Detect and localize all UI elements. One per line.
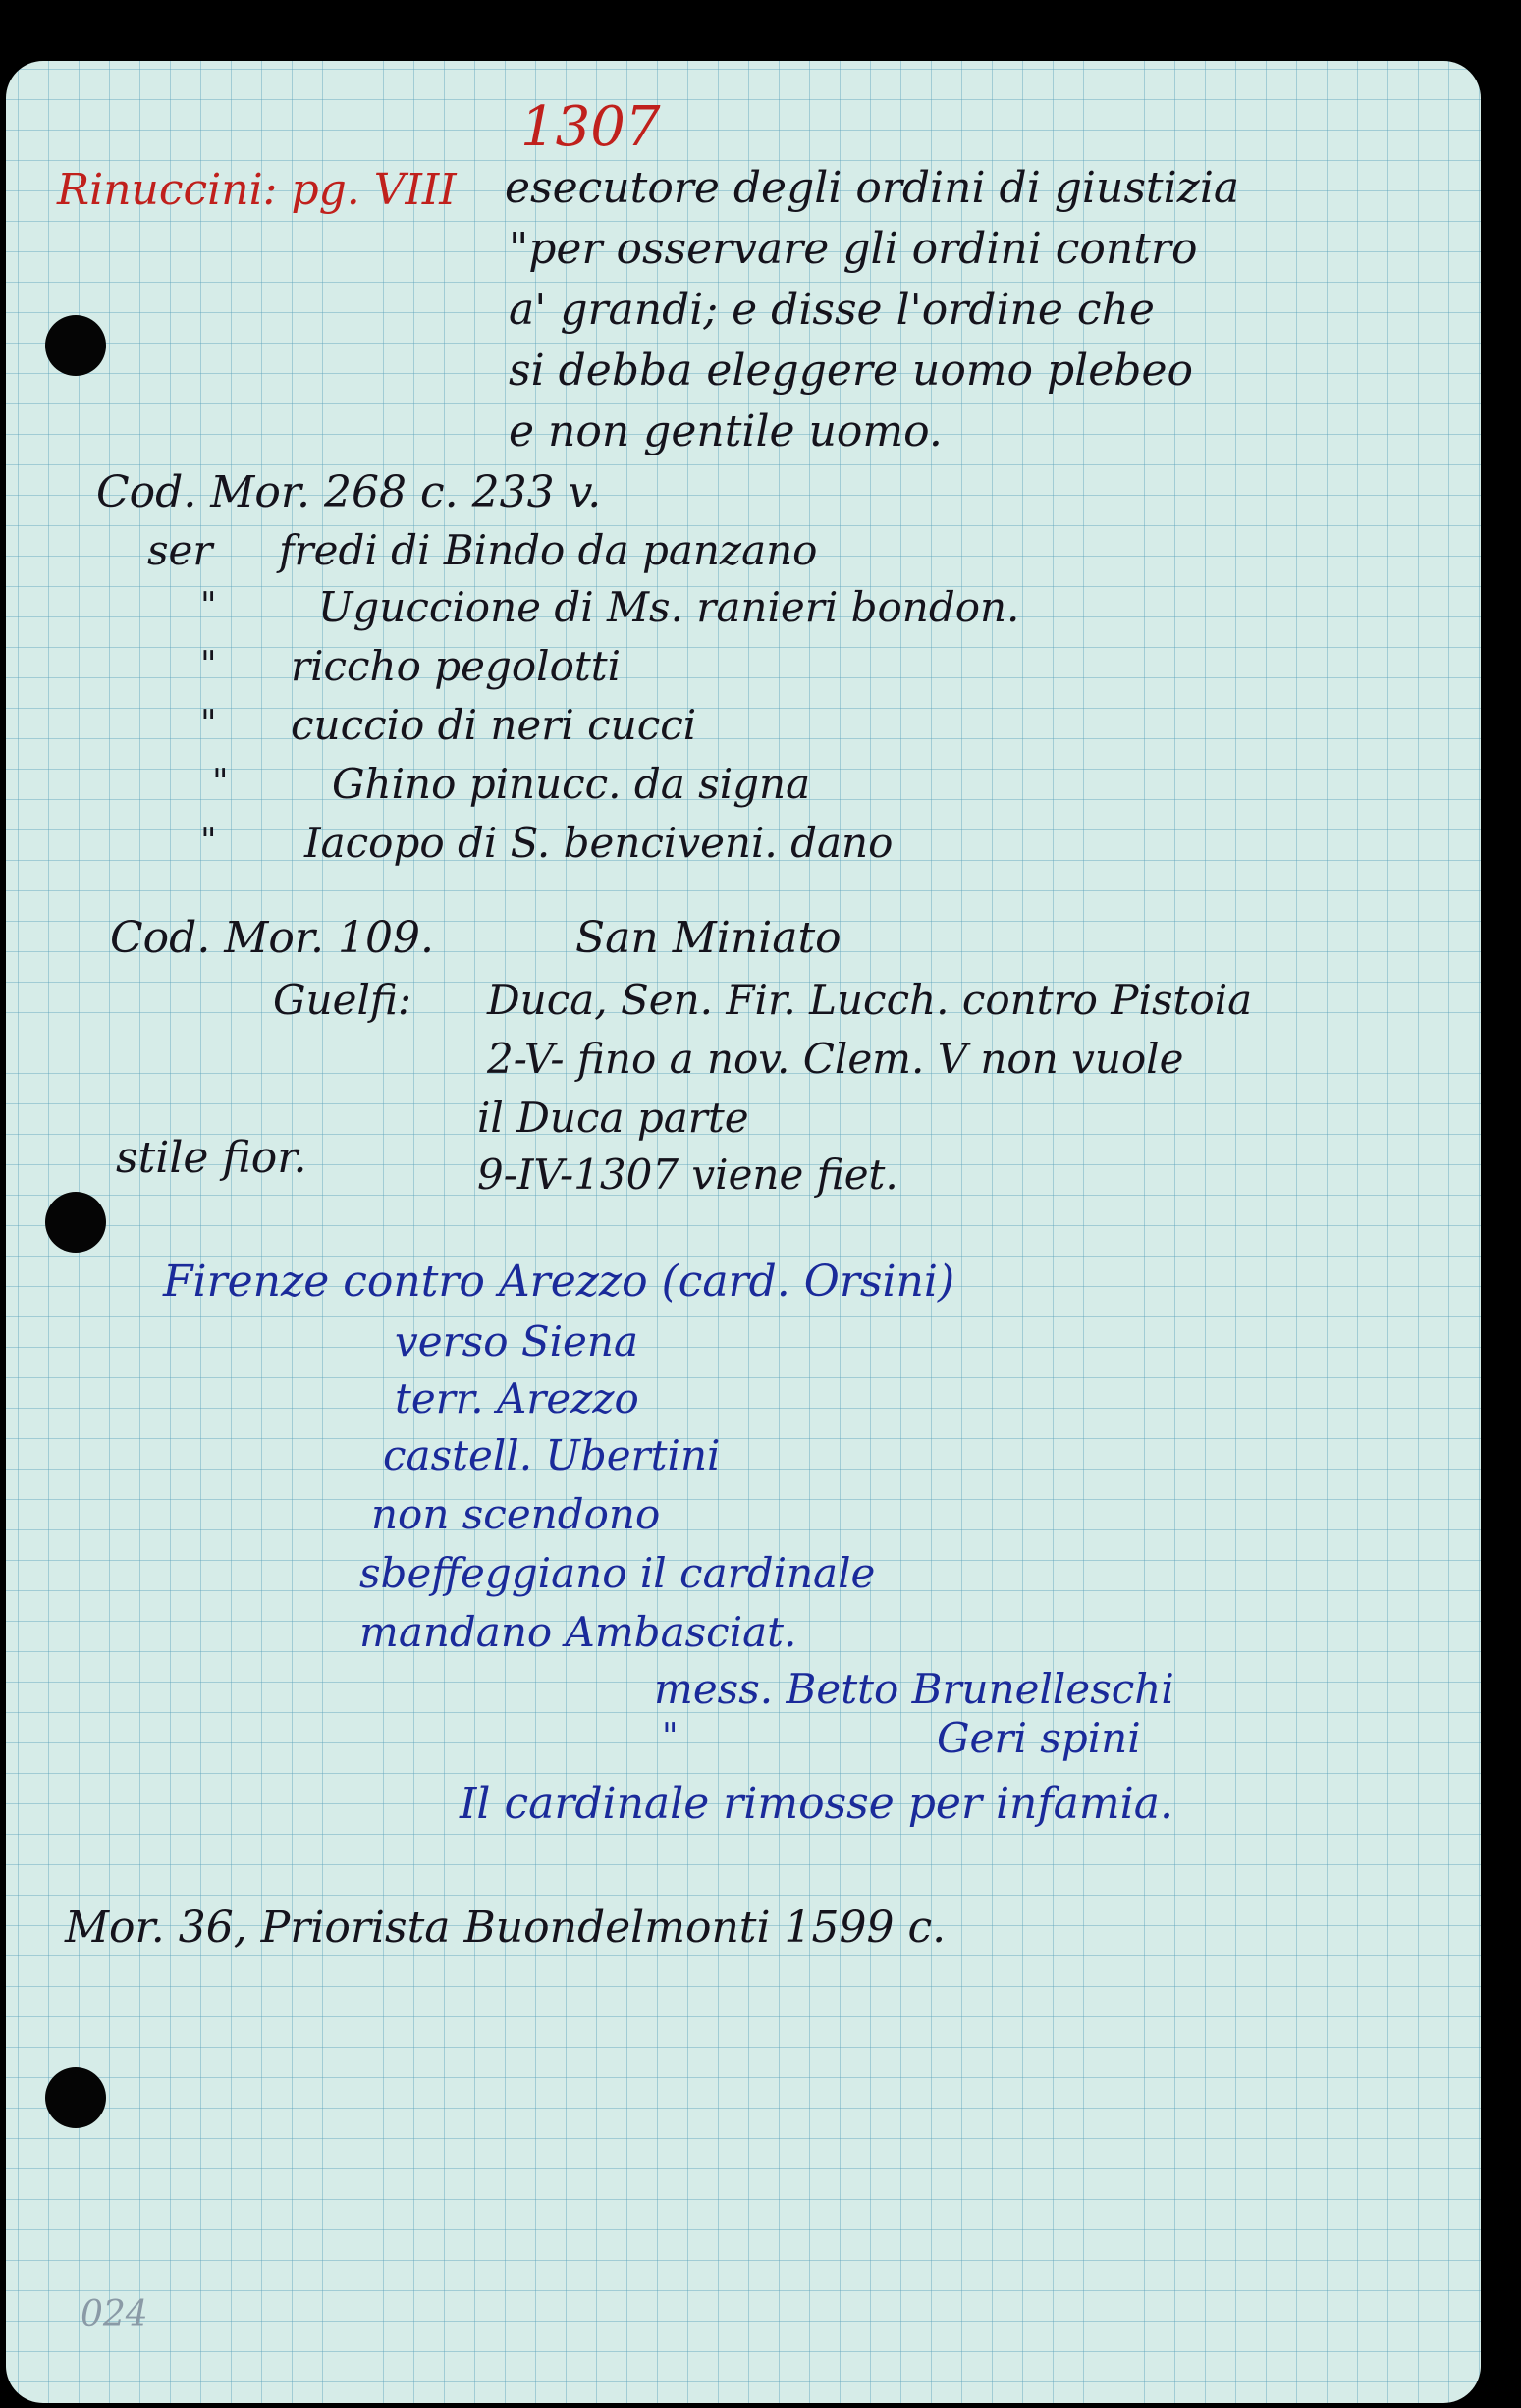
ditto-mark: " <box>200 586 217 626</box>
intro-line: "per osservare gli ordini contro <box>509 224 1198 274</box>
punch-hole-top <box>45 315 106 376</box>
source-reference: Rinuccini: pg. VIII <box>57 165 457 215</box>
ditto-mark: " <box>212 763 229 803</box>
guelf-line: Duca, Sen. Fir. Lucch. contro Pistoia <box>487 976 1253 1024</box>
name-entry: fredi di Bindo da panzano <box>279 526 818 574</box>
ambassador-line: mess. Betto Brunelleschi <box>654 1665 1174 1713</box>
ditto-mark: " <box>200 822 217 862</box>
punch-hole-bottom <box>45 2067 106 2128</box>
name-entry: cuccio di neri cucci <box>291 701 697 749</box>
ambassador-line: Geri spini <box>937 1714 1141 1762</box>
blue-line: terr. Arezzo <box>395 1374 639 1422</box>
name-entry: Ghino pinucc. da signa <box>332 760 811 808</box>
blue-line: castell. Ubertini <box>383 1431 721 1479</box>
ditto-mark: " <box>662 1717 679 1757</box>
blue-line: verso Siena <box>395 1317 639 1365</box>
page-number: 024 <box>81 2294 148 2334</box>
blue-line: non scendono <box>371 1490 661 1538</box>
blue-heading-line: Firenze contro Arezzo (card. Orsini) <box>163 1257 955 1307</box>
name-entry: Iacopo di S. benciveni. dano <box>304 819 894 867</box>
name-prefix: ser <box>147 526 213 574</box>
side-note: stile fior. <box>116 1133 307 1183</box>
intro-line: e non gentile uomo. <box>509 406 943 456</box>
index-card <box>6 61 1481 2403</box>
blue-line: mandano Ambasciat. <box>359 1608 797 1656</box>
closing-line: Il cardinale rimosse per infamia. <box>460 1779 1173 1829</box>
section-heading: Cod. Mor. 109. <box>110 913 434 963</box>
section-heading: Cod. Mor. 268 c. 233 v. <box>96 467 602 517</box>
punch-hole-middle <box>45 1192 106 1253</box>
place-name: San Miniato <box>575 913 842 963</box>
name-entry: riccho pegolotti <box>291 642 622 690</box>
name-entry: Uguccione di Ms. ranieri bondon. <box>318 583 1020 631</box>
intro-line: esecutore degli ordini di giustizia <box>505 163 1240 213</box>
blue-line: sbeffeggiano il cardinale <box>359 1549 876 1597</box>
intro-line: a' grandi; e disse l'ordine che <box>509 285 1155 335</box>
intro-line: si debba eleggere uomo plebeo <box>509 346 1193 396</box>
year-title: 1307 <box>520 95 661 159</box>
guelf-line: 9-IV-1307 viene fiet. <box>477 1150 898 1199</box>
guelf-line: 2-V- fino a nov. Clem. V non vuole <box>487 1035 1184 1083</box>
footer-reference: Mor. 36, Priorista Buondelmonti 1599 c. <box>65 1902 947 1953</box>
ditto-mark: " <box>200 704 217 744</box>
guelf-label: Guelfi: <box>273 976 412 1024</box>
ditto-mark: " <box>200 645 217 685</box>
guelf-line: il Duca parte <box>477 1094 749 1142</box>
